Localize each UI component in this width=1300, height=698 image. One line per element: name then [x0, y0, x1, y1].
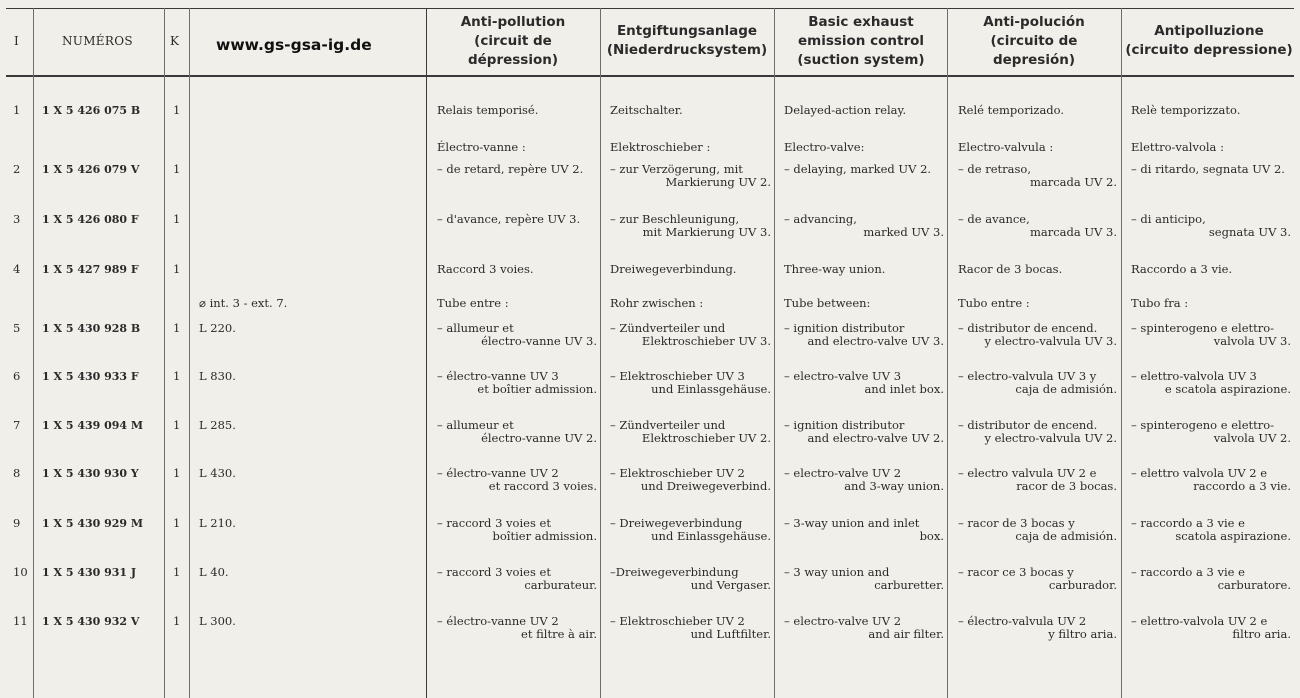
- description-en-cont: and electro-valve UV 2.: [807, 431, 944, 445]
- header-subtitle: (circuit de dépression): [467, 32, 559, 68]
- description-de: – Zündverteiler und: [610, 418, 726, 432]
- description-it-cont: filtro aria.: [1232, 627, 1291, 641]
- description-es: – de avance,: [958, 212, 1030, 226]
- column-divider: [426, 8, 427, 698]
- description-it: – spinterogeno e elettro-: [1131, 418, 1275, 432]
- description-de-cont: und Einlassgehäuse.: [651, 529, 771, 543]
- header-title: Entgiftungsanlage: [616, 23, 758, 39]
- description-de: – Dreiwegeverbindung: [610, 516, 743, 530]
- description-fr: – raccord 3 voies et: [437, 565, 551, 579]
- quantity: 1: [173, 212, 181, 226]
- description-it-cont: raccordo a 3 vie.: [1193, 479, 1291, 493]
- header-english: [776, 12, 946, 70]
- header-french: [428, 12, 598, 70]
- description-it: – di anticipo,: [1131, 212, 1206, 226]
- header-italian: [1123, 12, 1295, 70]
- row-number: 5: [13, 321, 21, 335]
- description-it-cont: carburatore.: [1217, 578, 1291, 592]
- description-it: – elettro valvola UV 2 e: [1131, 466, 1268, 480]
- row-number: 2: [13, 162, 21, 176]
- header-title: Basic exhaust emission control: [797, 13, 925, 49]
- header-spanish: [949, 12, 1119, 70]
- header-index: I: [14, 34, 20, 48]
- description-es: – distributor de encend.: [958, 321, 1098, 335]
- description-en: – delaying, marked UV 2.: [784, 162, 932, 176]
- header-title: Antipolluzione: [1154, 23, 1264, 39]
- description-es: – racor ce 3 bocas y: [958, 565, 1074, 579]
- description-es-cont: marcada UV 2.: [1029, 175, 1117, 189]
- description-de: Rohr zwischen :: [610, 296, 704, 310]
- part-number: 1 X 5 430 928 B: [42, 322, 141, 335]
- description-de: – Elektroschieber UV 3: [610, 369, 745, 383]
- description-it-cont: valvola UV 2.: [1213, 431, 1291, 445]
- description-en: Delayed-action relay.: [784, 103, 907, 117]
- quantity: 1: [173, 321, 181, 335]
- tube-length: L 220.: [199, 321, 236, 335]
- header-bottom-rule: [6, 75, 1294, 77]
- description-de: – zur Verzögerung, mit: [610, 162, 743, 176]
- part-number: 1 X 5 426 079 V: [42, 163, 140, 176]
- description-en: – electro-valve UV 2: [784, 466, 902, 480]
- part-number: 1 X 5 430 929 M: [42, 517, 144, 530]
- header-title: Anti-polución: [983, 13, 1085, 30]
- description-de: Zeitschalter.: [610, 103, 683, 117]
- description-it-cont: e scatola aspirazione.: [1164, 382, 1291, 396]
- table-top-rule: [6, 8, 1294, 9]
- column-divider: [774, 8, 775, 698]
- description-en-cont: and electro-valve UV 3.: [807, 334, 944, 348]
- description-de-cont: Elektroschieber UV 2.: [641, 431, 771, 445]
- quantity: 1: [173, 162, 181, 176]
- header-german: [602, 12, 772, 70]
- description-de: – Zündverteiler und: [610, 321, 726, 335]
- row-number: 9: [13, 516, 21, 530]
- description-es: – électro-valvula UV 2: [958, 614, 1087, 628]
- description-fr: – électro-vanne UV 3: [437, 369, 559, 383]
- description-it-cont: segnata UV 3.: [1208, 225, 1291, 239]
- tube-length: L 40.: [199, 565, 229, 579]
- header-numbers: NUMÉROS: [62, 34, 133, 48]
- description-es: Racor de 3 bocas.: [958, 262, 1063, 276]
- description-de-cont: und Luftfilter.: [690, 627, 771, 641]
- description-fr: – allumeur et: [437, 418, 514, 432]
- description-es: Tubo entre :: [958, 296, 1030, 310]
- column-divider: [33, 8, 34, 698]
- quantity: 1: [173, 516, 181, 530]
- description-es-cont: marcada UV 3.: [1029, 225, 1117, 239]
- description-de-cont: und Vergaser.: [690, 578, 771, 592]
- description-en: – electro-valve UV 3: [784, 369, 902, 383]
- row-number: 6: [13, 369, 21, 383]
- description-en: Three-way union.: [784, 262, 886, 276]
- description-de-cont: mit Markierung UV 3.: [642, 225, 771, 239]
- description-de: – Elektroschieber UV 2: [610, 466, 745, 480]
- description-fr-cont: et boîtier admission.: [477, 382, 597, 396]
- description-fr: – électro-vanne UV 2: [437, 614, 559, 628]
- description-en: Electro-valve:: [784, 140, 865, 154]
- description-en-cont: box.: [919, 529, 944, 543]
- description-fr: Raccord 3 voies.: [437, 262, 534, 276]
- header-subtitle: (Niederdrucksystem): [606, 42, 768, 58]
- quantity: 1: [173, 369, 181, 383]
- column-divider: [164, 8, 165, 698]
- tube-length: L 210.: [199, 516, 236, 530]
- description-it-cont: valvola UV 3.: [1213, 334, 1291, 348]
- description-fr-cont: et filtre à air.: [521, 627, 597, 641]
- tube-length: L 300.: [199, 614, 236, 628]
- description-es: – electro-valvula UV 3 y: [958, 369, 1097, 383]
- header-subtitle: (suction system): [797, 51, 925, 68]
- description-es: – racor de 3 bocas y: [958, 516, 1075, 530]
- description-en-cont: and air filter.: [868, 627, 944, 641]
- description-es-cont: y electro-valvula UV 2.: [984, 431, 1117, 445]
- description-de: Elektroschieber :: [610, 140, 711, 154]
- description-es-cont: caja de admisión.: [1015, 529, 1117, 543]
- description-es: Relé temporizado.: [958, 103, 1065, 117]
- tube-length: L 430.: [199, 466, 236, 480]
- description-fr-cont: électro-vanne UV 3.: [481, 334, 597, 348]
- description-it: Tubo fra :: [1131, 296, 1189, 310]
- description-it: – spinterogeno e elettro-: [1131, 321, 1275, 335]
- description-en: Tube between:: [784, 296, 871, 310]
- description-fr: – d'avance, repère UV 3.: [437, 212, 581, 226]
- description-fr: – allumeur et: [437, 321, 514, 335]
- description-de-cont: Markierung UV 2.: [665, 175, 771, 189]
- description-en: – 3-way union and inlet: [784, 516, 920, 530]
- tube-length: ⌀ int. 3 - ext. 7.: [199, 296, 288, 310]
- description-fr: – électro-vanne UV 2: [437, 466, 559, 480]
- description-en-cont: and inlet box.: [864, 382, 944, 396]
- description-de: Dreiwegeverbindung.: [610, 262, 737, 276]
- description-it: Relè temporizzato.: [1131, 103, 1241, 117]
- part-number: 1 X 5 430 932 V: [42, 615, 140, 628]
- description-it: – di ritardo, segnata UV 2.: [1131, 162, 1285, 176]
- description-de: – Elektroschieber UV 2: [610, 614, 745, 628]
- description-es-cont: caja de admisión.: [1015, 382, 1117, 396]
- row-number: 11: [13, 614, 28, 628]
- part-number: 1 X 5 426 075 B: [42, 104, 141, 117]
- description-fr: Électro-vanne :: [437, 140, 526, 154]
- description-en-cont: carburetter.: [874, 578, 944, 592]
- description-it: – elettro-valvola UV 2 e: [1131, 614, 1268, 628]
- row-number: 10: [13, 565, 28, 579]
- description-de-cont: Elektroschieber UV 3.: [641, 334, 771, 348]
- description-es-cont: carburador.: [1048, 578, 1117, 592]
- row-number: 1: [13, 103, 21, 117]
- description-en: – ignition distributor: [784, 418, 905, 432]
- description-fr-cont: et raccord 3 voies.: [488, 479, 597, 493]
- row-number: 4: [13, 262, 21, 276]
- part-number: 1 X 5 430 931 J: [42, 566, 137, 579]
- row-number: 7: [13, 418, 21, 432]
- row-number: 8: [13, 466, 21, 480]
- description-it: – raccordo a 3 vie e: [1131, 516, 1245, 530]
- description-es-cont: y filtro aria.: [1048, 627, 1117, 641]
- part-number: 1 X 5 430 930 Y: [42, 467, 139, 480]
- quantity: 1: [173, 262, 181, 276]
- part-number: 1 X 5 430 933 F: [42, 370, 139, 383]
- description-it: – elettro-valvola UV 3: [1131, 369, 1257, 383]
- header-k: K: [170, 34, 180, 48]
- description-de-cont: und Dreiwegeverbind.: [640, 479, 771, 493]
- description-es: Electro-valvula :: [958, 140, 1054, 154]
- description-fr: – de retard, repère UV 2.: [437, 162, 584, 176]
- description-fr: Tube entre :: [437, 296, 509, 310]
- description-fr-cont: carburateur.: [524, 578, 597, 592]
- quantity: 1: [173, 614, 181, 628]
- quantity: 1: [173, 466, 181, 480]
- column-divider: [600, 8, 601, 698]
- description-es-cont: racor de 3 bocas.: [1016, 479, 1117, 493]
- row-number: 3: [13, 212, 21, 226]
- watermark-url: www.gs-gsa-ig.de: [216, 36, 372, 54]
- part-number: 1 X 5 439 094 M: [42, 419, 144, 432]
- description-de: –Dreiwegeverbindung: [610, 565, 739, 579]
- quantity: 1: [173, 103, 181, 117]
- column-divider: [947, 8, 948, 698]
- description-fr-cont: boîtier admission.: [492, 529, 597, 543]
- description-it: Raccordo a 3 vie.: [1131, 262, 1233, 276]
- description-en-cont: and 3-way union.: [844, 479, 944, 493]
- description-en: – advancing,: [784, 212, 857, 226]
- description-it-cont: scatola aspirazione.: [1175, 529, 1291, 543]
- quantity: 1: [173, 565, 181, 579]
- header-subtitle: (circuito de depresión): [990, 32, 1078, 68]
- description-de: – zur Beschleunigung,: [610, 212, 740, 226]
- column-divider: [1121, 8, 1122, 698]
- description-es-cont: y electro-valvula UV 3.: [984, 334, 1117, 348]
- description-it: – raccordo a 3 vie e: [1131, 565, 1245, 579]
- description-es: – distributor de encend.: [958, 418, 1098, 432]
- description-fr: – raccord 3 voies et: [437, 516, 551, 530]
- description-en: – 3 way union and: [784, 565, 890, 579]
- description-en-cont: marked UV 3.: [863, 225, 944, 239]
- header-title: Anti-pollution: [460, 13, 566, 30]
- column-divider: [189, 8, 190, 698]
- description-it: Elettro-valvola :: [1131, 140, 1224, 154]
- description-es: – de retraso,: [958, 162, 1031, 176]
- tube-length: L 285.: [199, 418, 236, 432]
- tube-length: L 830.: [199, 369, 236, 383]
- description-en: – electro-valve UV 2: [784, 614, 902, 628]
- part-number: 1 X 5 427 989 F: [42, 263, 139, 276]
- quantity: 1: [173, 418, 181, 432]
- description-fr: Relais temporisé.: [437, 103, 539, 117]
- description-en: – ignition distributor: [784, 321, 905, 335]
- description-es: – electro valvula UV 2 e: [958, 466, 1097, 480]
- header-subtitle: (circuito depressione): [1125, 42, 1293, 58]
- description-de-cont: und Einlassgehäuse.: [651, 382, 771, 396]
- description-fr-cont: électro-vanne UV 2.: [481, 431, 597, 445]
- part-number: 1 X 5 426 080 F: [42, 213, 139, 226]
